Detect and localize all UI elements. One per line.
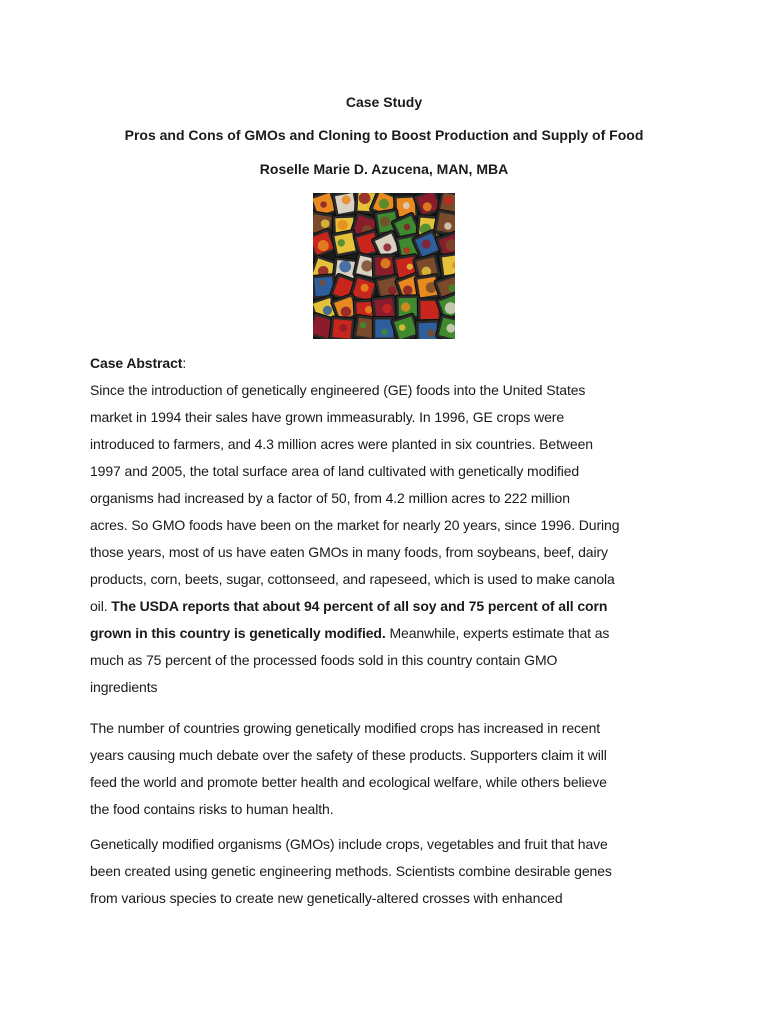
- abstract-line: 1997 and 2005, the total surface area of land cultivated with genetically modified: [90, 463, 580, 479]
- document-title: Pros and Cons of GMOs and Cloning to Boost Production and Supply of Food: [124, 127, 644, 143]
- food-collage-graphic: [313, 193, 455, 339]
- abstract-line: acres. So GMO foods have been on the market for nearly 20 years, since 1996. During: [90, 517, 620, 533]
- collage-tile: [329, 316, 355, 339]
- document-author: Roselle Marie D. Azucena, MAN, MBA: [259, 161, 509, 177]
- abstract-heading-colon: :: [182, 355, 187, 371]
- abstract-line: market in 1994 their sales have grown immeasurably. In 1996, GE crops were: [90, 409, 565, 425]
- abstract-line: ingredients: [90, 679, 158, 695]
- food-collage-image: [313, 193, 455, 339]
- paragraph-line: Genetically modified organisms (GMOs) include crops, vegetables and fruit that have: [90, 836, 608, 852]
- paragraph-line: the food contains risks to human health.: [90, 801, 334, 817]
- abstract-heading-line: [90, 350, 680, 377]
- abstract-text: oil.: [90, 598, 112, 614]
- paragraph-countries: [90, 715, 680, 823]
- abstract-line-usda: [90, 593, 680, 620]
- abstract-line: Since the introduction of genetically engineered (GE) foods into the United States: [90, 382, 586, 398]
- abstract-line: introduced to farmers, and 4.3 million acres were planted in six countries. Between: [90, 436, 593, 452]
- case-study-heading: Case Study: [345, 94, 423, 110]
- abstract-line-usda-cont: [90, 620, 680, 647]
- paragraph-line: years causing much debate over the safety of these products. Supporters claim it will: [90, 747, 607, 763]
- usda-highlight: The USDA reports that about 94 percent of all soy and 75 percent of all corn: [111, 598, 608, 614]
- case-abstract-section: [90, 350, 680, 701]
- usda-highlight-cont: grown in this country is genetically modified.: [90, 625, 386, 641]
- abstract-heading: Case Abstract: [90, 355, 183, 371]
- abstract-line: much as 75 percent of the processed foods sold in this country contain GMO: [90, 652, 558, 668]
- paragraph-gmo-definition: [90, 831, 680, 912]
- paragraph-line: from various species to create new genetically-altered crosses with enhanced: [90, 890, 563, 906]
- paragraph-line: feed the world and promote better health and ecological welfare, while others believe: [90, 774, 607, 790]
- abstract-line: products, corn, beets, sugar, cottonseed, and rapeseed, which is used to make canola: [90, 571, 615, 587]
- paragraph-line: been created using genetic engineering methods. Scientists combine desirable genes: [90, 863, 612, 879]
- abstract-line: organisms had increased by a factor of 50, from 4.2 million acres to 222 million: [90, 490, 570, 506]
- paragraph-line: The number of countries growing genetically modified crops has increased in recent: [90, 720, 601, 736]
- abstract-text: Meanwhile, experts estimate that as: [385, 625, 610, 641]
- abstract-line: those years, most of us have eaten GMOs in many foods, from soybeans, beef, dairy: [90, 544, 608, 560]
